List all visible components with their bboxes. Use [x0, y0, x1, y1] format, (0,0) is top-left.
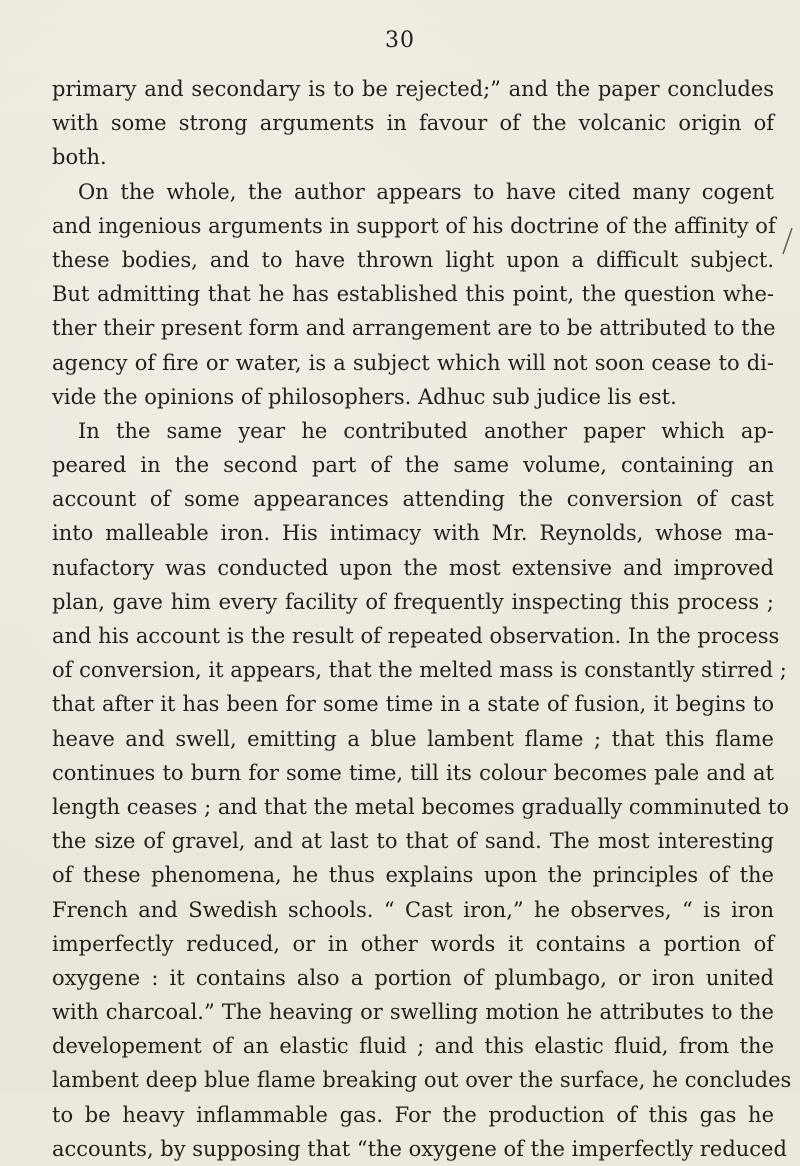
- text-line: these bodies, and to have thrown light upon a difficult subject.: [52, 247, 774, 272]
- text-line: ther their present form and arrangement are to be attributed to the: [52, 316, 776, 341]
- margin-pencil-mark: [780, 226, 794, 256]
- text-line: oxygene : it contains also a portion of plumbago, or iron united: [52, 965, 774, 990]
- text-line: peared in the second part of the same volume, containing an: [52, 453, 774, 478]
- text-line: the size of gravel, and at last to that of sand. The most interesting: [52, 829, 774, 854]
- text-line: primary and secondary is to be rejected;” and the paper concludes: [52, 77, 774, 101]
- text-line: plan, gave him every facility of frequently inspecting this process ;: [52, 589, 774, 614]
- text-line: of these phenomena, he thus explains upon the principles of the: [52, 863, 774, 888]
- text-line: On the whole, the author appears to have cited many cogent: [78, 179, 774, 204]
- text-line: continues to burn for some time, till its colour becomes pale and at: [52, 760, 774, 785]
- text-line: lambent deep blue flame breaking out over the surface, he concludes: [52, 1068, 792, 1093]
- text-line: agency of fire or water, is a subject which will not soon cease to di-: [52, 350, 774, 375]
- text-line: with charcoal.” The heaving or swelling motion he attributes to the: [52, 1000, 774, 1025]
- body-text: [52, 72, 792, 1166]
- text-line: that after it has been for some time in a state of fusion, it begins to: [52, 692, 774, 717]
- text-line: and his account is the result of repeated observation. In the process: [52, 624, 780, 648]
- text-line: with some strong arguments in favour of the volcanic origin of: [52, 111, 774, 136]
- text-line: account of some appearances attending the conversion of cast: [52, 487, 774, 512]
- text-line: both.: [52, 145, 107, 170]
- text-line: nufactory was conducted upon the most extensive and improved: [52, 555, 774, 580]
- text-line: to be heavy inflammable gas. For the production of this gas he: [52, 1102, 774, 1127]
- text-line: French and Swedish schools. “ Cast iron,” he observes, “ is iron: [52, 897, 774, 922]
- text-line: heave and swell, emitting a blue lambent flame ; that this flame: [52, 726, 774, 751]
- text-line: developement of an elastic fluid ; and this elastic fluid, from the: [52, 1034, 774, 1059]
- text-line: and ingenious arguments in support of his doctrine of the affinity of: [52, 213, 776, 238]
- page-number: 30: [385, 28, 415, 53]
- text-line: In the same year he contributed another paper which ap-: [78, 418, 774, 443]
- text-line: accounts, by supposing that “the oxygene of the imperfectly reduced: [52, 1136, 787, 1161]
- text-line: of conversion, it appears, that the melted mass is constantly stirred ;: [52, 658, 787, 683]
- text-line: length ceases ; and that the metal becomes gradually comminuted to: [52, 794, 789, 819]
- text-line: into malleable iron. His intimacy with Mr. Reynolds, whose ma-: [52, 521, 774, 546]
- text-line: imperfectly reduced, or in other words it contains a portion of: [52, 931, 774, 956]
- text-line: But admitting that he has established this point, the question whe-: [52, 282, 774, 307]
- text-line: vide the opinions of philosophers. Adhuc sub judice lis est.: [52, 384, 677, 409]
